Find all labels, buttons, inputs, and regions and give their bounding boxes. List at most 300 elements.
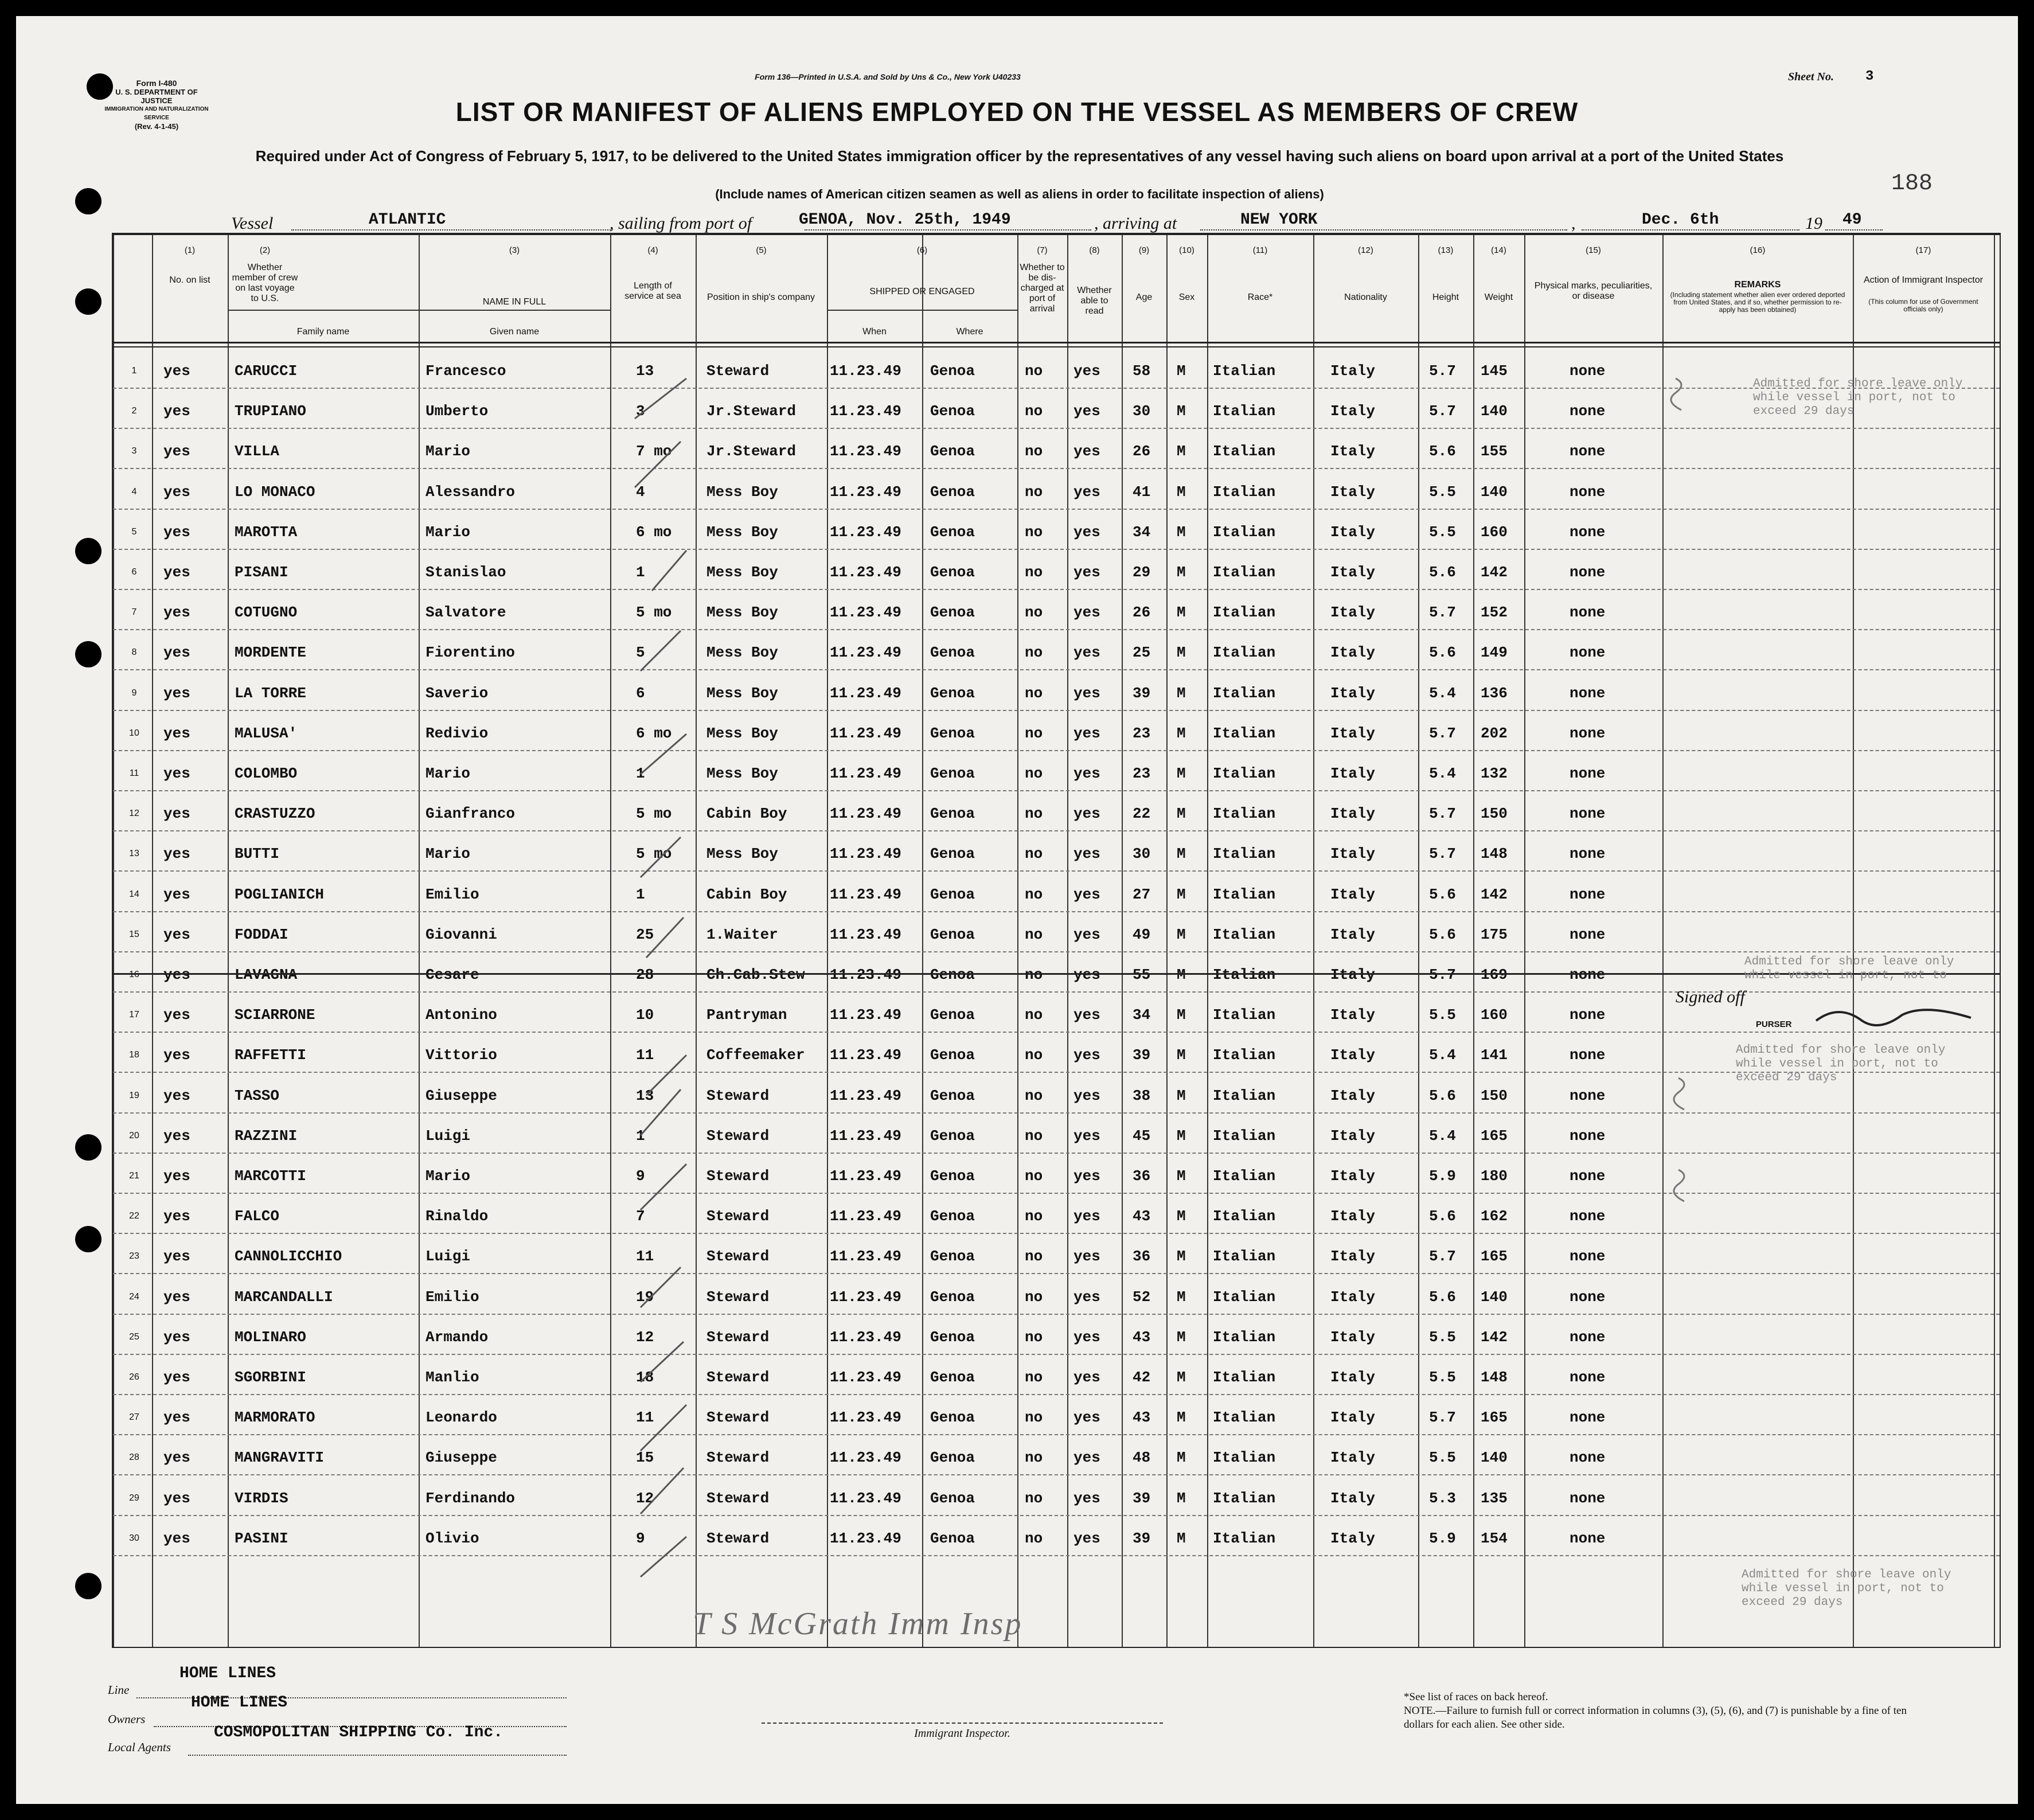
cell-when: 11.23.49 bbox=[830, 1529, 901, 1547]
cell-position: Steward bbox=[706, 1409, 770, 1427]
cell-age: 43 bbox=[1133, 1208, 1151, 1225]
col6-number: (6) bbox=[916, 245, 928, 255]
cell-height: 5.5 bbox=[1429, 483, 1456, 501]
year-prefix: 19 bbox=[1805, 214, 1822, 233]
cell-race: Italian bbox=[1213, 1369, 1276, 1386]
cell-weight: 132 bbox=[1481, 765, 1508, 782]
cell-where: Genoa bbox=[930, 523, 975, 541]
cell-family: LO MONACO bbox=[235, 483, 315, 501]
cell-discharge: no bbox=[1025, 483, 1043, 501]
cell-family: MARCANDALLI bbox=[235, 1288, 333, 1306]
cell-race: Italian bbox=[1213, 1208, 1276, 1225]
cell-given: Rinaldo bbox=[425, 1208, 489, 1225]
purser-signature bbox=[1810, 992, 1982, 1038]
cell-family: FALCO bbox=[235, 1208, 280, 1225]
col2-number: (2) bbox=[259, 245, 271, 255]
cell-where: Genoa bbox=[930, 1167, 975, 1185]
punch-hole bbox=[75, 1226, 101, 1252]
cell-prev: yes bbox=[163, 925, 190, 943]
cell-age: 22 bbox=[1133, 805, 1151, 823]
cell-height: 5.3 bbox=[1429, 1489, 1456, 1507]
cell-discharge: no bbox=[1025, 805, 1043, 823]
cell-sex: M bbox=[1177, 765, 1186, 782]
cell-nat: Italy bbox=[1330, 885, 1376, 903]
cell-read: yes bbox=[1073, 805, 1100, 823]
table-row bbox=[113, 790, 2000, 831]
cell-when: 11.23.49 bbox=[830, 362, 901, 380]
cell-service: 19 bbox=[636, 1288, 654, 1306]
cell-prev: yes bbox=[163, 1529, 190, 1547]
cell-no: 12 bbox=[129, 809, 139, 819]
col15-number: (15) bbox=[1586, 245, 1601, 255]
cell-given: Gianfranco bbox=[425, 805, 516, 823]
cell-sex: M bbox=[1177, 885, 1186, 903]
cell-no: 29 bbox=[129, 1493, 139, 1503]
cell-discharge: no bbox=[1025, 1328, 1043, 1346]
cell-sex: M bbox=[1177, 362, 1186, 380]
cell-nat: Italy bbox=[1330, 724, 1376, 742]
cell-position: Steward bbox=[706, 1529, 770, 1547]
cell-weight: 142 bbox=[1481, 885, 1508, 903]
cell-weight: 141 bbox=[1481, 1046, 1508, 1064]
cell-family: CARUCCI bbox=[235, 362, 298, 380]
cell-sex: M bbox=[1177, 1127, 1186, 1145]
cell-prev: yes bbox=[163, 1046, 190, 1064]
cell-sex: M bbox=[1177, 1409, 1186, 1427]
cell-weight: 136 bbox=[1481, 684, 1508, 702]
cell-position: Steward bbox=[706, 1369, 770, 1386]
cell-height: 5.4 bbox=[1429, 684, 1456, 702]
cell-family: COTUGNO bbox=[235, 604, 298, 622]
cell-read: yes bbox=[1073, 885, 1100, 903]
cell-height: 5.9 bbox=[1429, 1529, 1456, 1547]
cell-position: Steward bbox=[706, 1087, 770, 1104]
arrival-date: Dec. 6th bbox=[1642, 211, 1719, 229]
cell-family: PISANI bbox=[235, 564, 288, 581]
cell-height: 5.6 bbox=[1429, 644, 1456, 662]
cell-sex: M bbox=[1177, 1328, 1186, 1346]
cell-no: 8 bbox=[131, 647, 137, 658]
cell-discharge: no bbox=[1025, 1409, 1043, 1427]
cell-marks: none bbox=[1570, 925, 1606, 943]
cell-when: 11.23.49 bbox=[830, 1208, 901, 1225]
cell-service: 5 mo bbox=[636, 845, 672, 863]
cell-service: 1 bbox=[636, 1127, 645, 1145]
cell-service: 11 bbox=[636, 1409, 654, 1427]
col6-where: Where bbox=[956, 327, 983, 337]
cell-position: Steward bbox=[706, 362, 770, 380]
cell-given: Armando bbox=[425, 1328, 489, 1346]
cell-no: 10 bbox=[129, 728, 139, 738]
remark-shore-leave: Admitted for shore leave only while vessel in port, not to exceed 29 days bbox=[1742, 1568, 1951, 1609]
cell-prev: yes bbox=[163, 523, 190, 541]
cell-race: Italian bbox=[1213, 604, 1276, 622]
table-row bbox=[113, 1153, 2000, 1194]
col17-number: (17) bbox=[1915, 245, 1931, 255]
cell-marks: none bbox=[1570, 1489, 1606, 1507]
cell-when: 11.23.49 bbox=[830, 805, 901, 823]
cell-discharge: no bbox=[1025, 1369, 1043, 1386]
races-note: *See list of races on back hereof. bbox=[1404, 1691, 1548, 1703]
cell-given: Alessandro bbox=[425, 483, 516, 501]
cell-age: 29 bbox=[1133, 564, 1151, 581]
cell-prev: yes bbox=[163, 1167, 190, 1185]
cell-weight: 148 bbox=[1481, 845, 1508, 863]
table-row bbox=[113, 1032, 2000, 1073]
cell-height: 5.5 bbox=[1429, 523, 1456, 541]
cell-when: 11.23.49 bbox=[830, 523, 901, 541]
cell-age: 45 bbox=[1133, 1127, 1151, 1145]
cell-service: 28 bbox=[636, 966, 654, 983]
cell-age: 52 bbox=[1133, 1288, 1151, 1306]
cell-height: 5.6 bbox=[1429, 443, 1456, 460]
table-row bbox=[113, 629, 2000, 670]
cell-when: 11.23.49 bbox=[830, 403, 901, 420]
col3-header: NAME IN FULL bbox=[482, 297, 546, 307]
cell-nat: Italy bbox=[1330, 1127, 1376, 1145]
cell-race: Italian bbox=[1213, 403, 1276, 420]
cell-prev: yes bbox=[163, 604, 190, 622]
cell-prev: yes bbox=[163, 805, 190, 823]
cell-marks: none bbox=[1570, 1529, 1606, 1547]
agents-label: Local Agents bbox=[108, 1740, 171, 1754]
cell-family: MANGRAVITI bbox=[235, 1449, 325, 1467]
cell-read: yes bbox=[1073, 1288, 1100, 1306]
signed-off-note: Signed off bbox=[1676, 987, 1745, 1006]
cell-given: Francesco bbox=[425, 362, 506, 380]
cell-prev: yes bbox=[163, 1087, 190, 1104]
cell-when: 11.23.49 bbox=[830, 1369, 901, 1386]
cell-given: Mario bbox=[425, 765, 471, 782]
cell-prev: yes bbox=[163, 483, 190, 501]
cell-no: 5 bbox=[131, 526, 137, 537]
cell-position: Steward bbox=[706, 1208, 770, 1225]
cell-when: 11.23.49 bbox=[830, 845, 901, 863]
cell-no: 24 bbox=[129, 1291, 139, 1302]
inspector-label: Immigrant Inspector. bbox=[762, 1723, 1163, 1740]
line-value: HOME LINES bbox=[179, 1665, 276, 1682]
cell-height: 5.4 bbox=[1429, 765, 1456, 782]
cell-weight: 175 bbox=[1481, 925, 1508, 943]
cell-given: Mario bbox=[425, 443, 471, 460]
cell-race: Italian bbox=[1213, 1006, 1276, 1024]
col11-header: Race* bbox=[1247, 292, 1273, 302]
cell-sex: M bbox=[1177, 604, 1186, 622]
cell-weight: 160 bbox=[1481, 523, 1508, 541]
cell-sex: M bbox=[1177, 644, 1186, 662]
cell-height: 5.5 bbox=[1429, 1369, 1456, 1386]
cell-race: Italian bbox=[1213, 1046, 1276, 1064]
cell-discharge: no bbox=[1025, 362, 1043, 380]
cell-service: 4 bbox=[636, 483, 645, 501]
cell-no: 26 bbox=[129, 1372, 139, 1382]
cell-family: LAVAGNA bbox=[235, 966, 298, 983]
cell-nat: Italy bbox=[1330, 966, 1376, 983]
cell-where: Genoa bbox=[930, 805, 975, 823]
cell-no: 20 bbox=[129, 1130, 139, 1141]
cell-service: 5 bbox=[636, 644, 645, 662]
table-row bbox=[113, 1475, 2000, 1516]
cell-height: 5.7 bbox=[1429, 805, 1456, 823]
cell-discharge: no bbox=[1025, 443, 1043, 460]
cell-weight: 140 bbox=[1481, 403, 1508, 420]
table-row bbox=[113, 1233, 2000, 1274]
cell-discharge: no bbox=[1025, 564, 1043, 581]
table-row bbox=[113, 549, 2000, 590]
cell-no: 18 bbox=[129, 1050, 139, 1060]
cell-given: Vittorio bbox=[425, 1046, 497, 1064]
col13-number: (13) bbox=[1438, 245, 1454, 255]
col8-header: Whether able to read bbox=[1077, 286, 1112, 316]
cell-sex: M bbox=[1177, 1449, 1186, 1467]
cell-marks: none bbox=[1570, 1208, 1606, 1225]
cell-where: Genoa bbox=[930, 1087, 975, 1104]
cell-family: MARMORATO bbox=[235, 1409, 315, 1427]
cell-age: 36 bbox=[1133, 1167, 1151, 1185]
cell-when: 11.23.49 bbox=[830, 1288, 901, 1306]
department-name: U. S. DEPARTMENT OF JUSTICE bbox=[115, 88, 198, 105]
cell-given: Emilio bbox=[425, 1288, 479, 1306]
cell-weight: 135 bbox=[1481, 1489, 1508, 1507]
cell-age: 39 bbox=[1133, 1046, 1151, 1064]
cell-where: Genoa bbox=[930, 765, 975, 782]
cell-weight: 154 bbox=[1481, 1529, 1508, 1547]
cell-sex: M bbox=[1177, 1529, 1186, 1547]
cell-age: 34 bbox=[1133, 1006, 1151, 1024]
table-row bbox=[113, 1434, 2000, 1475]
cell-when: 11.23.49 bbox=[830, 1127, 901, 1145]
col14-header: Weight bbox=[1484, 292, 1513, 302]
col14-number: (14) bbox=[1491, 245, 1506, 255]
cell-given: Leonardo bbox=[425, 1409, 497, 1427]
cell-race: Italian bbox=[1213, 1328, 1276, 1346]
cell-family: RAFFETTI bbox=[235, 1046, 306, 1064]
cell-nat: Italy bbox=[1330, 1006, 1376, 1024]
cell-when: 11.23.49 bbox=[830, 1087, 901, 1104]
cell-given: Umberto bbox=[425, 403, 489, 420]
cell-sex: M bbox=[1177, 443, 1186, 460]
cell-sex: M bbox=[1177, 684, 1186, 702]
cell-race: Italian bbox=[1213, 966, 1276, 983]
cell-sex: M bbox=[1177, 845, 1186, 863]
cell-where: Genoa bbox=[930, 885, 975, 903]
cell-age: 48 bbox=[1133, 1449, 1151, 1467]
cell-read: yes bbox=[1073, 925, 1100, 943]
cell-read: yes bbox=[1073, 483, 1100, 501]
cell-nat: Italy bbox=[1330, 362, 1376, 380]
cell-position: Pantryman bbox=[706, 1006, 787, 1024]
col16-sub: (Including statement whether alien ever ordered deported from United States, and if so, whether permission to re-apply has been obtained) bbox=[1670, 291, 1845, 314]
cell-read: yes bbox=[1073, 564, 1100, 581]
cell-no: 4 bbox=[131, 486, 137, 497]
cell-read: yes bbox=[1073, 724, 1100, 742]
cell-sex: M bbox=[1177, 1006, 1186, 1024]
col13-header: Height bbox=[1432, 292, 1459, 302]
cell-read: yes bbox=[1073, 644, 1100, 662]
cell-given: Mario bbox=[425, 845, 471, 863]
cell-marks: none bbox=[1570, 805, 1606, 823]
cell-weight: 142 bbox=[1481, 1328, 1508, 1346]
cell-service: 18 bbox=[636, 1369, 654, 1386]
include-note: (Include names of American citizen seamen as well as aliens in order to facilitate inspection of aliens) bbox=[715, 187, 1324, 201]
table-row bbox=[113, 1354, 2000, 1395]
cell-sex: M bbox=[1177, 1248, 1186, 1266]
cell-prev: yes bbox=[163, 403, 190, 420]
page-title: LIST OR MANIFEST OF ALIENS EMPLOYED ON THE VESSEL AS MEMBERS OF CREW bbox=[455, 97, 1579, 127]
cell-when: 11.23.49 bbox=[830, 966, 901, 983]
cell-where: Genoa bbox=[930, 1208, 975, 1225]
col8-number: (8) bbox=[1089, 245, 1100, 255]
cell-age: 43 bbox=[1133, 1409, 1151, 1427]
cell-age: 39 bbox=[1133, 1489, 1151, 1507]
table-row bbox=[113, 1515, 2000, 1556]
agents-value: COSMOPOLITAN SHIPPING Co. Inc. bbox=[214, 1724, 503, 1741]
cell-sex: M bbox=[1177, 1208, 1186, 1225]
remark-shore-leave: Admitted for shore leave only while vessel in port, not to exceed 29 days bbox=[1736, 1044, 1946, 1084]
sailing-label: , sailing from port of bbox=[610, 214, 752, 233]
cell-given: Antonino bbox=[425, 1006, 497, 1024]
cell-discharge: no bbox=[1025, 925, 1043, 943]
cell-given: Mario bbox=[425, 523, 471, 541]
col1-number: (1) bbox=[184, 245, 196, 255]
cell-family: MARCOTTI bbox=[235, 1167, 306, 1185]
cell-sex: M bbox=[1177, 805, 1186, 823]
cell-prev: yes bbox=[163, 765, 190, 782]
cell-given: Mario bbox=[425, 1167, 471, 1185]
purser-label: PURSER bbox=[1756, 1020, 1792, 1029]
strike-through-line bbox=[113, 973, 2000, 975]
cell-height: 5.4 bbox=[1429, 1127, 1456, 1145]
cell-age: 39 bbox=[1133, 1529, 1151, 1547]
cell-position: Steward bbox=[706, 1127, 770, 1145]
cell-discharge: no bbox=[1025, 1529, 1043, 1547]
cell-nat: Italy bbox=[1330, 1449, 1376, 1467]
cell-race: Italian bbox=[1213, 1529, 1276, 1547]
cell-sex: M bbox=[1177, 483, 1186, 501]
cell-age: 42 bbox=[1133, 1369, 1151, 1386]
requirement-text: Required under Act of Congress of February 5, 1917, to be delivered to the United States immigration officer by the representatives of any vessel having such aliens on board upon arrival at a port of the United States bbox=[255, 147, 1784, 165]
col7-header: Whether to be dis-charged at port of arrival bbox=[1020, 263, 1065, 314]
cell-read: yes bbox=[1073, 604, 1100, 622]
cell-discharge: no bbox=[1025, 1006, 1043, 1024]
cell-prev: yes bbox=[163, 362, 190, 380]
cell-service: 1 bbox=[636, 765, 645, 782]
cell-read: yes bbox=[1073, 1369, 1100, 1386]
cell-position: Steward bbox=[706, 1449, 770, 1467]
cell-marks: none bbox=[1570, 765, 1606, 782]
cell-read: yes bbox=[1073, 845, 1100, 863]
cell-read: yes bbox=[1073, 1248, 1100, 1266]
cell-age: 39 bbox=[1133, 684, 1151, 702]
cell-weight: 160 bbox=[1481, 1006, 1508, 1024]
cell-marks: none bbox=[1570, 523, 1606, 541]
arrival-year: 49 bbox=[1842, 211, 1862, 229]
cell-height: 5.5 bbox=[1429, 1006, 1456, 1024]
cell-family: CANNOLICCHIO bbox=[235, 1248, 342, 1266]
cell-weight: 150 bbox=[1481, 805, 1508, 823]
cell-nat: Italy bbox=[1330, 523, 1376, 541]
col6-header: SHIPPED OR ENGAGED bbox=[869, 287, 975, 296]
cell-nat: Italy bbox=[1330, 684, 1376, 702]
cell-when: 11.23.49 bbox=[830, 1046, 901, 1064]
cell-discharge: no bbox=[1025, 1046, 1043, 1064]
owners-label: Owners bbox=[108, 1712, 146, 1726]
cell-marks: none bbox=[1570, 1409, 1606, 1427]
col12-number: (12) bbox=[1358, 245, 1373, 255]
cell-read: yes bbox=[1073, 1529, 1100, 1547]
cell-when: 11.23.49 bbox=[830, 483, 901, 501]
cell-family: FODDAI bbox=[235, 925, 288, 943]
col10-number: (10) bbox=[1179, 245, 1194, 255]
cell-when: 11.23.49 bbox=[830, 443, 901, 460]
cell-family: TRUPIANO bbox=[235, 403, 306, 420]
col6-when: When bbox=[862, 327, 887, 337]
cell-discharge: no bbox=[1025, 1248, 1043, 1266]
cell-age: 43 bbox=[1133, 1328, 1151, 1346]
cell-marks: none bbox=[1570, 362, 1606, 380]
cell-prev: yes bbox=[163, 885, 190, 903]
cell-when: 11.23.49 bbox=[830, 1449, 901, 1467]
punch-hole bbox=[75, 288, 101, 315]
cell-where: Genoa bbox=[930, 1127, 975, 1145]
col17-header: Action of Immigrant Inspector bbox=[1863, 275, 1984, 285]
cell-given: Saverio bbox=[425, 684, 489, 702]
cell-marks: none bbox=[1570, 403, 1606, 420]
cell-service: 7 mo bbox=[636, 443, 672, 460]
cell-race: Italian bbox=[1213, 644, 1276, 662]
cell-family: MALUSA' bbox=[235, 724, 298, 742]
inspector-signature: T S McGrath Imm Insp bbox=[693, 1606, 1023, 1642]
cell-race: Italian bbox=[1213, 1248, 1276, 1266]
cell-height: 5.7 bbox=[1429, 403, 1456, 420]
manifest-sheet: Form I-480 U. S. DEPARTMENT OF JUSTICE IMMIGRATION AND NATURALIZATION SERVICE (Rev. 4-1-45) Form 136—Printed in U.S.A. and Sold by Uns & Co., New York U40233 Sheet No. 3 LIST OR MANIFEST OF ALIENS EMPLOYED ON THE VESSEL AS MEMBERS OF CREW Required under Act of Congress of February 5, 1917, to be delivered to the United States immigration officer by the representatives of any vessel having such aliens on board upon arrival at a port of the United States (Include names of American citizen seamen as well as aliens in order to facilitate inspection of aliens) 188 Vessel ATLANTIC , sailing from port of GENOA, Nov. 25th, 1949 , arriving at NEW YORK , Dec. 6th 19 49 (1) No. on list (2) Whether member of crew on last voyage to U.S. (3) NAME IN FULL Family name Given name (4) Length of service at sea (5) Position in ship's company (6) SHIPPED OR ENGAGED When Where (7) Whether to be dis-charged at port of arrival (8) Whether able to read (9) Age (10) Sex (11) Race* (12) Nationality (13) Height (14) Weight (15) Physical marks, peculiarities, or disease (16) REMARKS (Including statement whether alien ever ordered deported from United States, and if so, whether permission to re-apply has been obtained) (17) Action of Immigrant Inspector (This column for use of Government officials only) 1 yes CARUCCI Francesco 13 Steward 11.23.49 Genoa no yes 58 M Italian Italy 5.7 145 none 2 yes TRUPIANO Umberto 3 Jr.Steward 11.23.49 Genoa no yes 30 M Italian Italy 5.7 140 none 3 yes VILLA Mario 7 mo Jr.Steward 11.23.49 Genoa no yes 26 M Italian Italy 5.6 155 none 4 yes LO MONACO Alessandro 4 Mess Boy 11.23.49 Genoa no yes 41 M Italian Italy 5.5 140 none 5 yes MAROTTA Mario 6 mo Mess Boy 11.23.49 Genoa no yes 34 M Italian Italy 5.5 160 none 6 yes PISANI Stanislao 1 Mess Boy 11.23.49 Genoa no yes 29 M Italian Italy 5.6 142 none 7 yes COTUGNO Salvatore 5 mo Mess Boy 11.23.49 Genoa no yes 26 M Italian Italy 5.7 152 none 8 yes MORDENTE Fiorentino 5 Mess Boy 11.23.49 Genoa no yes 25 M Italian Italy 5.6 149 none 9 yes LA TORRE Saverio 6 Mess Boy 11.23.49 Genoa no yes 39 M Italian Italy 5.4 136 none 10 yes MALUSA' Redivio 6 mo Mess Boy 11.23.49 Genoa no yes 23 M Italian Italy 5.7 202 none 11 yes COLOMBO Mario 1 Mess Boy 11.23.49 Genoa no yes 23 M Italian Italy 5.4 132 none 12 yes CRASTUZZO Gianfranco 5 mo Cabin Boy 11.23.49 Genoa no yes 22 M Italian Italy 5.7 150 none 13 yes BUTTI Mario 5 mo Mess Boy 11.23.49 Genoa no yes 30 M Italian Italy 5.7 148 none 14 yes POGLIANICH Emilio 1 Cabin Boy 11.23.49 Genoa no yes 27 M Italian Italy 5.6 142 none 15 yes FODDAI Giovanni 25 1.Waiter 11.23.49 Genoa no yes 49 M Italian Italy 5.6 175 none 16 yes LAVAGNA Cesare 28 Ch.Cab.Stew 11.23.49 Genoa no yes 55 M Italian Italy 5.7 169 none 17 yes SCIARRONE Antonino 10 Pantryman 11.23.49 Genoa no yes 34 M Italian Italy 5.5 160 none 18 yes RAFFETTI Vittorio 11 Coffeemaker 11.23.49 Genoa no yes 39 M Italian Italy 5.4 141 none 19 yes TASSO Giuseppe 13 Steward 11.23.49 Genoa no yes 38 M Italian Italy 5.6 150 none 20 yes RAZZINI Luigi 1 Steward 11.23.49 Genoa no yes 45 M Italian Italy 5.4 165 none 21 yes MARCOTTI Mario 9 Steward 11.23.49 Genoa no yes 36 M Italian Italy 5.9 180 none 22 yes FALCO Rinaldo 7 Steward 11.23.49 Genoa no yes 43 M Italian Italy 5.6 162 none 23 yes CANNOLICCHIO Luigi 11 Steward 11.23.49 Genoa no yes 36 M Italian Italy 5.7 165 none 24 yes MARCANDALLI Emilio 19 Steward 11.23.49 Genoa no yes 52 M Italian Italy 5.6 140 none 25 yes MOLINARO Armando 12 Steward 11.23.49 Genoa no yes 43 M Italian Italy 5.5 142 none 26 yes SGORBINI Manlio 18 Steward 11.23.49 Genoa no yes 42 M Italian Italy 5.5 148 none 27 yes MARMORATO Leonardo 11 Steward 11.23.49 Genoa no yes 43 M Italian Italy 5.7 165 none 28 yes MANGRAVITI Giuseppe 15 Steward 11.23.49 Genoa no yes 48 M Italian Italy 5.5 140 none 29 yes VIRDIS Ferdinando 12 Steward 11.23.49 Genoa no yes 39 M Italian Italy 5.3 135 none 30 yes PASINI Olivio 9 Steward 11.23.49 Genoa no yes 39 M Italian Italy 5.9 154 none Admitted for shore leave only while vessel in port, not to exceed 29 days Admitted for shore leave only while vessel in port, not to Admitted for shore leave only while vessel in port, not to exceed 29 days Admitted for shore leave only while vessel in port, not to exceed 29 days Signed off PURSER T S McGrath Imm Insp Line HOME LINES Owners HOME LINES Local Agents COSMOPOLITAN SHIPPING Co. Inc. Immigrant Inspector. *See list of races on back hereof. NOTE.—Failure to furnish full or correct information in columns (3), (5), (6), and (7) is punishable by a fine of ten dollars for each alien. See other side. bbox=[16, 16, 2018, 1804]
cell-when: 11.23.49 bbox=[830, 1328, 901, 1346]
cell-height: 5.6 bbox=[1429, 564, 1456, 581]
cell-race: Italian bbox=[1213, 885, 1276, 903]
cell-family: MOLINARO bbox=[235, 1328, 306, 1346]
service-name: IMMIGRATION AND NATURALIZATION SERVICE bbox=[104, 106, 209, 121]
cell-when: 11.23.49 bbox=[830, 765, 901, 782]
cell-discharge: no bbox=[1025, 1087, 1043, 1104]
cell-height: 5.5 bbox=[1429, 1328, 1456, 1346]
cell-service: 5 mo bbox=[636, 805, 672, 823]
cell-service: 1 bbox=[636, 564, 645, 581]
cell-given: Luigi bbox=[425, 1127, 471, 1145]
cell-no: 16 bbox=[129, 970, 139, 979]
cell-position: 1.Waiter bbox=[706, 925, 778, 943]
cell-where: Genoa bbox=[930, 684, 975, 702]
cell-when: 11.23.49 bbox=[830, 885, 901, 903]
cell-marks: none bbox=[1570, 1087, 1606, 1104]
cell-given: Fiorentino bbox=[425, 644, 516, 662]
cell-read: yes bbox=[1073, 1006, 1100, 1024]
cell-given: Emilio bbox=[425, 885, 479, 903]
cell-service: 12 bbox=[636, 1489, 654, 1507]
cell-nat: Italy bbox=[1330, 644, 1376, 662]
cell-position: Mess Boy bbox=[706, 845, 778, 863]
cell-position: Steward bbox=[706, 1489, 770, 1507]
cell-given: Manlio bbox=[425, 1369, 479, 1386]
cell-where: Genoa bbox=[930, 1529, 975, 1547]
col16-header: REMARKS bbox=[1734, 280, 1781, 290]
cell-family: MORDENTE bbox=[235, 644, 306, 662]
cell-height: 5.7 bbox=[1429, 966, 1456, 983]
cell-prev: yes bbox=[163, 1006, 190, 1024]
punch-hole bbox=[75, 188, 101, 214]
cell-race: Italian bbox=[1213, 1127, 1276, 1145]
cell-position: Mess Boy bbox=[706, 765, 778, 782]
cell-where: Genoa bbox=[930, 564, 975, 581]
